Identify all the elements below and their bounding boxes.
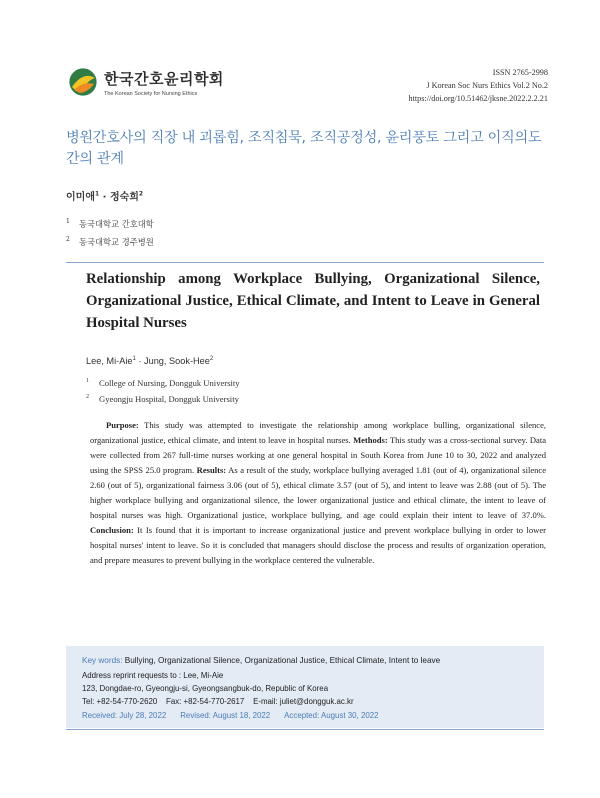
methods-label: Methods:	[353, 435, 388, 445]
doi-link[interactable]: https://doi.org/10.51462/jksne.2022.2.2.21	[408, 94, 548, 103]
korean-title: 병원간호사의 직장 내 괴롭힘, 조직침묵, 조직공정성, 윤리풍토 그리고 이직의도 간의 관계	[66, 130, 542, 167]
contact-info: Tel: +82-54-770-2620 Fax: +82-54-770-2617 E-mail: juliet@dongguk.ac.kr	[82, 697, 354, 706]
affiliation-en: $^2$ Gyeongju Hospital, Dongguk University	[86, 393, 239, 404]
society-logo	[68, 67, 224, 97]
english-affiliations	[86, 374, 240, 406]
address: 123, Dongdae-ro, Gyeongju-si, Gyeongsangbuk-do, Republic of Korea	[82, 684, 329, 693]
purpose-label: Purpose:	[106, 420, 139, 430]
society-emblem-icon	[68, 67, 98, 97]
received-date: Received: July 28, 2022	[82, 711, 167, 720]
author2-kr-sup: 2	[138, 190, 144, 198]
keywords-label: Key words:	[82, 656, 123, 665]
revised-date: Revised: August 18, 2022	[180, 711, 271, 720]
bottom-divider	[66, 729, 544, 730]
purpose-text: This study was attempted to investigate the relationship among workplace bulling, organizational silence, organizational justice, ethical climate, and intent to leave in hospital nurses.	[90, 420, 546, 445]
issn: ISSN 2765-2998	[492, 68, 548, 77]
article-info-box	[66, 646, 544, 728]
affiliation-kr: $^2$ 동국대학교 경주병원	[66, 235, 154, 247]
english-title: Relationship among Workplace Bullying, Organizational Silence, Organizational Justice, Ethical Climate, and Intent to Leave in General Hospital Nurses	[86, 271, 540, 331]
society-name-kr: 한국간호윤리학회	[104, 69, 224, 88]
english-authors	[86, 356, 213, 366]
journal-citation: J Korean Soc Nurs Ethics Vol.2 No.2	[426, 81, 548, 90]
author1-kr-sup: 1	[94, 190, 100, 198]
author2-kr: 정숙희	[109, 192, 139, 203]
abstract	[90, 418, 546, 568]
journal-info	[409, 66, 549, 105]
author1-kr: 이미애	[66, 192, 95, 203]
conclusion-label: Conclusion:	[90, 525, 134, 535]
author1-en-sup: 1	[132, 356, 136, 362]
section-divider	[66, 262, 544, 263]
affiliation-en: $^1$ College of Nursing, Dongguk University	[86, 377, 240, 388]
author-separator-en: ·	[135, 356, 144, 367]
author-separator-kr: ·	[99, 192, 110, 203]
korean-authors	[66, 188, 143, 203]
society-name-en: The Korean Society for Nursing Ethics	[104, 90, 198, 97]
author2-en-sup: 2	[209, 356, 214, 362]
korean-affiliations	[66, 214, 154, 250]
dates-line	[82, 711, 538, 720]
keywords-line	[82, 656, 538, 665]
author1-en: Lee, Mi-Aie	[86, 356, 133, 367]
results-label: Results:	[196, 465, 227, 475]
author2-en: Jung, Sook-Hee	[143, 356, 210, 367]
conclusion-text: It Is found that it is important to increase organizational justice and prevent workplace bullying in order to lower hospital nurses' intent to leave. So it is concluded that managers should disclose the process and results of organization operation, and prepare measures to prevent bullying in the workplace centered the vulnerable.	[90, 525, 546, 565]
results-text: As a result of the study, workplace bullying averaged 1.81 (out of 4), organizational silence 2.60 (out of 5), organizational fairness 3.06 (out of 5), ethical climate 3.57 (out of 5), and intent to leave was 2.88 (out of 5). The higher workplace bullying and organizational silence, the lower organizational justice and ethical climate, the intent to leave of hospital nurses was high. Organizational justice, workplace bullying, and age could explain their intent to leave of 37.0%.	[90, 465, 546, 520]
methods-text: This study was a cross-sectional survey. Data were collected from 267 full-time nurses working at one general hospital in South Korea from June 10 to 30, 2022 and analyzed using the SPSS 25.0 program.	[90, 435, 546, 475]
keywords: Bullying, Organizational Silence, Organizational Justice, Ethical Climate, Intent to leave	[124, 656, 441, 665]
accepted-date: Accepted: August 30, 2022	[284, 711, 379, 720]
affiliation-kr: $^1$ 동국대학교 간호대학	[66, 218, 154, 229]
reprint-requests: Address reprint requests to : Lee, Mi-Aie	[82, 671, 224, 680]
